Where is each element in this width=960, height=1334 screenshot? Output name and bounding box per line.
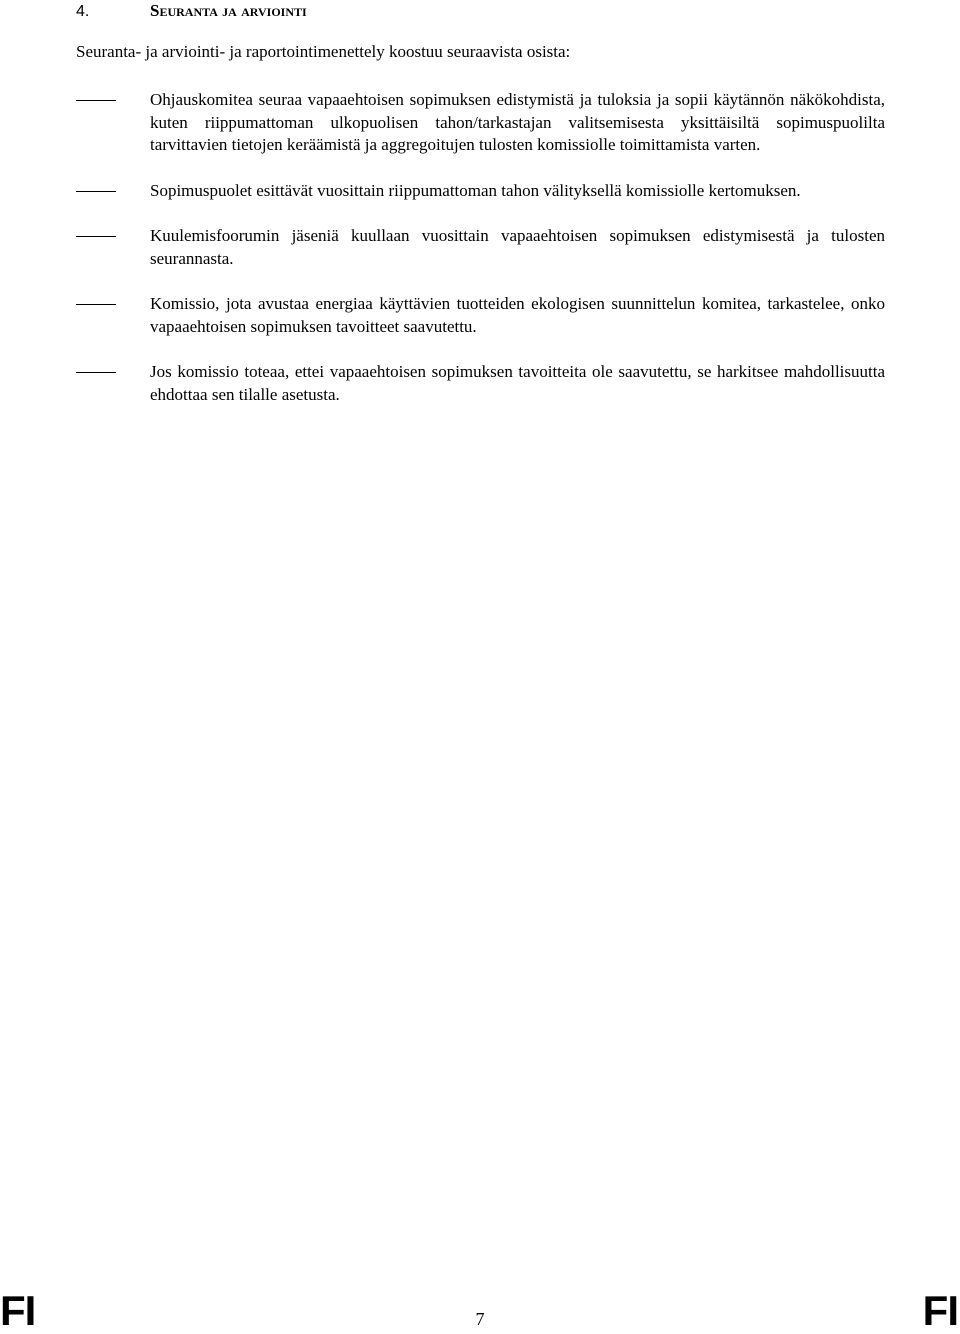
bullet-list: [76, 89, 885, 429]
list-item: [76, 293, 885, 338]
dash-bullet-icon: [76, 236, 116, 237]
list-item-text: Ohjauskomitea seuraa vapaaehtoisen sopimuksen edistymistä ja tuloksia ja sopii käytännön näkökohdista, kuten riippumattoman ulkopuolisen tahon/tarkastajan valitsemisesta yksittäisiltä sopimuspuolilta tarvittavien tietojen keräämistä ja aggregoitujen tulosten komissiolle toimittamista varten.: [150, 90, 885, 154]
list-item-text: Jos komissio toteaa, ettei vapaaehtoisen sopimuksen tavoitteita ole saavutettu, se harkitsee mahdollisuutta ehdottaa sen tilalle asetusta.: [150, 362, 885, 404]
list-item-text: Sopimuspuolet esittävät vuosittain riippumattoman tahon välityksellä komissiolle kertomuksen.: [150, 180, 801, 200]
page-number: 7: [475, 1309, 485, 1329]
list-item-text: Kuulemisfoorumin jäseniä kuullaan vuosittain vapaaehtoisen sopimuksen edistymisestä ja tulosten seurannasta.: [150, 226, 885, 268]
section-title: Seuranta ja arviointi: [150, 1, 307, 20]
intro-paragraph: Seuranta- ja arviointi- ja raportointimenettely koostuu seuraavista osista:: [76, 42, 571, 61]
footer-language-code-right: FI: [922, 1287, 958, 1334]
list-item: [76, 180, 885, 203]
list-item-text: Komissio, jota avustaa energiaa käyttävien tuotteiden ekologisen suunnittelun komitea, tarkastelee, onko vapaaehtoisen sopimuksen tavoitteet saavutettu.: [150, 294, 885, 336]
dash-bullet-icon: [76, 372, 116, 373]
section-heading: [76, 0, 307, 23]
section-number: 4.: [76, 3, 90, 20]
list-item: [76, 361, 885, 406]
dash-bullet-icon: [76, 191, 116, 192]
dash-bullet-icon: [76, 304, 116, 305]
list-item: [76, 89, 885, 157]
list-item: [76, 225, 885, 270]
dash-bullet-icon: [76, 100, 116, 101]
footer-language-code-left: FI: [0, 1287, 36, 1334]
